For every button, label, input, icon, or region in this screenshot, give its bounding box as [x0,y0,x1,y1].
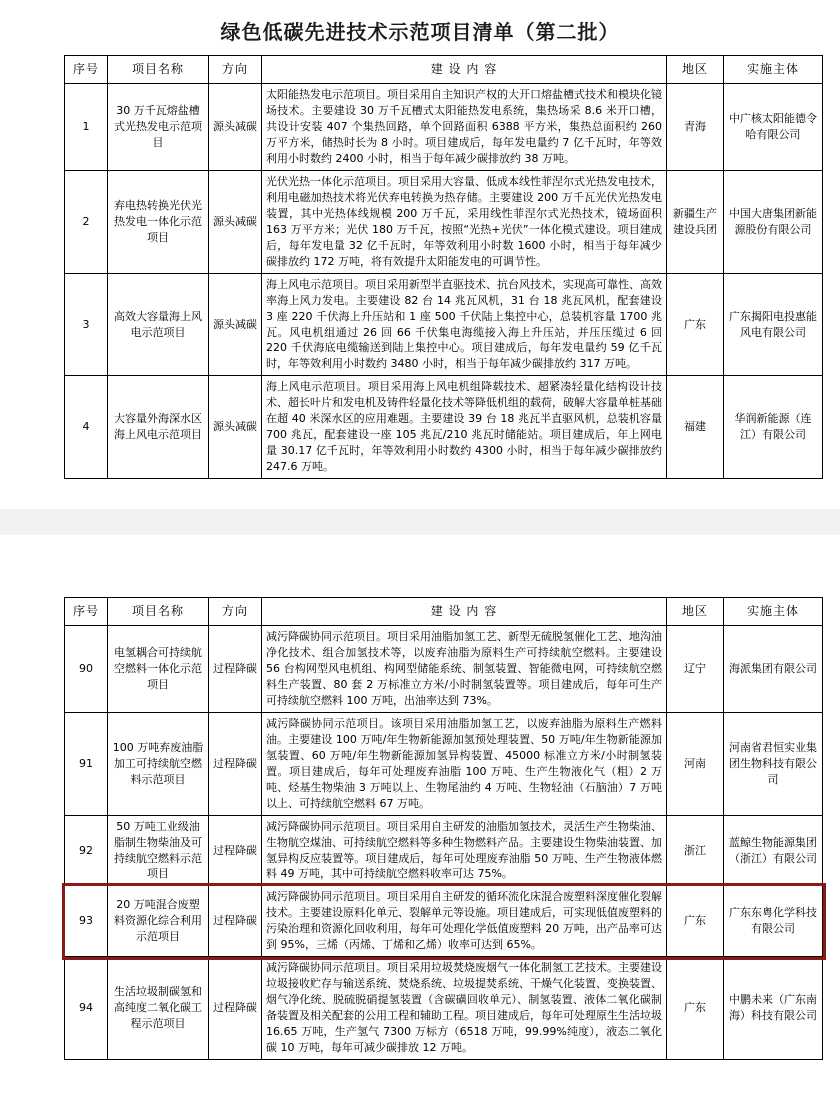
cell-name: 50 万吨工业级油脂制生物柴油及可持续航空燃料示范项目 [108,815,209,886]
project-list-table-part1-wrap [0,55,840,479]
table-header [65,597,823,625]
cell-direction: 过程降碳 [209,886,262,957]
header-name: 项目名称 [108,56,209,84]
cell-owner: 中国大唐集团新能源股份有限公司 [724,171,823,274]
cell-no: 3 [65,273,108,376]
table-row [65,713,823,816]
table-row-highlighted [65,886,823,957]
header-region: 地区 [667,597,724,625]
cell-content: 减污降碳协同示范项目。项目采用自主研发的油脂加氢技术，灵活生产生物柴油、生物航空煤油、可持续航空燃料等多种生物燃料产品。主要建设生物柴油装置、加氢异构反应装置等。项目建成后，每年可处理废弃油脂 50 万吨、生产生物液体燃料 49 万吨，其中可持续航空燃料收率可达 75%。 [262,815,667,886]
cell-region: 辽宁 [667,626,724,713]
cell-name: 大容量外海深水区海上风电示范项目 [108,376,209,479]
table-row [65,273,823,376]
table-body-part2 [65,626,823,1059]
cell-no: 93 [65,886,108,957]
cell-region: 福建 [667,376,724,479]
table-row [65,815,823,886]
cell-no: 4 [65,376,108,479]
header-region: 地区 [667,56,724,84]
project-list-table-part2-wrap [0,597,840,1060]
header-direction: 方向 [209,597,262,625]
cell-name: 弃电热转换光伏光热发电一体化示范项目 [108,171,209,274]
cell-content: 减污降碳协同示范项目。项目采用油脂加氢工艺、新型无硫脱氢催化工艺、地沟油净化技术、组合加氢技术等，以废弃油脂为原料生产可持续航空燃料。主要建设 56 台构网型风电机组、构网型储能系统、制氢装置、智能微电网，可持续航空燃料生产装置、80 套 2 万标准立方米/小时制氢装置等。项目建成后，每年可生产可持续航空燃料 100 万吨，出油率达到 73%。 [262,626,667,713]
table-row [65,626,823,713]
cell-direction: 过程降碳 [209,713,262,816]
cell-owner: 海派集团有限公司 [724,626,823,713]
cell-content: 光伏光热一体化示范项目。项目采用大容量、低成本线性菲涅尔式光热发电技术，利用电磁加热技术将光伏弃电转换为热存储。主要建设 200 万千瓦光伏光热发电装置，其中光热体线规模 200 万千瓦，采用线性菲涅尔式光热技术，镜场面积 163 万平方米；光伏 180 万千瓦，按照“光热+光伏”一体化模式建设。项目建成后，每年发电量 32 亿千瓦时，年等效利用小时数 1600 小时，相当于每年减少碳排放约 172 万吨，将有效提升太阳能发电的可调节性。 [262,171,667,274]
cell-region: 广东 [667,273,724,376]
project-list-table-part1 [64,55,823,479]
table-header-row [65,56,823,84]
page-break-band [0,509,840,535]
table-body-part1 [65,84,823,479]
header-name: 项目名称 [108,597,209,625]
header-content: 建 设 内 容 [262,597,667,625]
cell-region: 青海 [667,84,724,171]
cell-name: 100 万吨弃废油脂加工可持续航空燃料示范项目 [108,713,209,816]
bottom-padding [0,1060,840,1082]
cell-region: 广东 [667,957,724,1060]
cell-owner: 河南省君恒实业集团生物科技有限公司 [724,713,823,816]
cell-name: 生活垃圾制碳氢和高纯度二氧化碳工程示范项目 [108,957,209,1060]
cell-direction: 源头减碳 [209,376,262,479]
cell-content: 海上风电示范项目。项目采用海上风电机组降载技术、超紧凑轻量化结构设计技术、超长叶片和发电机及铸件轻量化技术等降低机组的载荷，破解大容量单桩基础在超 40 米深水区的应用难题。主要建设 39 台 18 兆瓦半直驱风机，总装机容量 700 兆瓦，配套建设一座 105 兆瓦/210 兆瓦时储能站。项目建成后，年上网电量 30.17 亿千瓦时，年等效利用小时数约 4300 小时，相当于每年减少碳排放约 247.6 万吨。 [262,376,667,479]
cell-name: 20 万吨混合废塑料资源化综合利用示范项目 [108,886,209,957]
header-content: 建 设 内 容 [262,56,667,84]
cell-owner: 广东东粤化学科技有限公司 [724,886,823,957]
cell-owner: 中广核太阳能德令哈有限公司 [724,84,823,171]
page-title: 绿色低碳先进技术示范项目清单（第二批） [220,20,620,44]
cell-content: 太阳能热发电示范项目。项目采用自主知识产权的大开口熔盐槽式技术和模块化镜场技术。主要建设 30 万千瓦槽式太阳能热发电系统，集热场采 8.6 米开口槽，共设计安装 407 个集热回路，单个回路面积 6388 平方米，集热总面积约 260 万平方米，储热时长为 8 小时。项目建成后，每年发电量约 7 亿千瓦时，年等效利用小时数约 2400 小时，相当于每年减少碳排放约 38 万吨。 [262,84,667,171]
cell-region: 广东 [667,886,724,957]
table-row [65,957,823,1060]
header-no: 序号 [65,597,108,625]
cell-no: 92 [65,815,108,886]
header-owner: 实施主体 [724,56,823,84]
page-break-spacer [0,535,840,597]
cell-name: 电氢耦合可持续航空燃料一体化示范项目 [108,626,209,713]
table-row [65,376,823,479]
cell-region: 新疆生产建设兵团 [667,171,724,274]
table-header-row [65,597,823,625]
table-row [65,171,823,274]
cell-direction: 过程降碳 [209,626,262,713]
table-row [65,84,823,171]
header-direction: 方向 [209,56,262,84]
cell-content: 减污降碳协同示范项目。该项目采用油脂加氢工艺，以废弃油脂为原料生产燃料油。主要建设 100 万吨/年生物新能源加氢预处理装置、50 万吨/年生物新能源加氢装置、60 万吨/年生物新能源加氢异构装置、45000 标准立方米/小时制氢装置。项目建成后，每年可处理废弃油脂 100 万吨、生产生物液化气（粗）2 万吨、烃基生物柴油 3 万吨以上、生物尾油约 4 万吨、生物轻油（石脑油）7 万吨以上、可持续航空燃料 67 万吨。 [262,713,667,816]
cell-direction: 源头减碳 [209,273,262,376]
cell-region: 河南 [667,713,724,816]
cell-owner: 华润新能源（连江）有限公司 [724,376,823,479]
cell-no: 2 [65,171,108,274]
cell-no: 94 [65,957,108,1060]
cell-no: 1 [65,84,108,171]
cell-no: 91 [65,713,108,816]
cell-owner: 广东揭阳电投惠能风电有限公司 [724,273,823,376]
header-no: 序号 [65,56,108,84]
cell-content: 海上风电示范项目。项目采用新型半直驱技术、抗台风技术，实现高可靠性、高效率海上风力发电。主要建设 82 台 14 兆瓦风机，31 台 18 兆瓦风机，配套建设 3 座 220 千伏海上升压站和 1 座 500 千伏陆上集控中心，总装机容量 1700 兆瓦。风电机组通过 26 回 66 千伏集电海缆接入海上升压站，并压压缆过 6 回 220 千伏海底电缆输送到陆上集控中心。项目建成后，每年发电量约 59 亿千瓦时，年等效利用小时数约 3480 小时，相当于每年减少碳排放约 317 万吨。 [262,273,667,376]
cell-direction: 源头减碳 [209,171,262,274]
cell-no: 90 [65,626,108,713]
cell-direction: 源头减碳 [209,84,262,171]
cell-name: 高效大容量海上风电示范项目 [108,273,209,376]
cell-owner: 中鹏未来（广东南海）科技有限公司 [724,957,823,1060]
cell-name: 30 万千瓦熔盐槽式光热发电示范项目 [108,84,209,171]
cell-content: 减污降碳协同示范项目。项目采用自主研发的循环流化床混合废塑料深度催化裂解技术。主要建设原料化单元、裂解单元等设施。项目建成后，可实现低值废塑料的污染治理和资源化回收利用，每年可处理化学低值废塑料 20 万吨，出产品率可达到 95%，三烯（丙烯、丁烯和乙烯）收率可达到 65%。 [262,886,667,957]
table-header [65,56,823,84]
project-list-table-part2 [64,597,823,1060]
cell-direction: 过程降碳 [209,957,262,1060]
header-owner: 实施主体 [724,597,823,625]
cell-direction: 过程降碳 [209,815,262,886]
cell-region: 浙江 [667,815,724,886]
cell-content: 减污降碳协同示范项目。项目采用垃圾焚烧废烟气一体化制氢工艺技术。主要建设垃圾接收贮存与输送系统、焚烧系统、垃圾提焚系统、干燥气化装置、变换装置、烟气净化统、脱硫脱硝提氢装置（含碳磺回收单元）、制氢装置、液体二氧化碳制备装置及相关配套的公用工程和辅助工程。项目建成后，每年可处理原生生活垃圾 16.65 万吨，生产氢气 7300 万标方（6518 万吨，99.99%纯度），液态二氧化碳 10 万吨，每年可减少碳排放 12 万吨。 [262,957,667,1060]
cell-owner: 蓝鲸生物能源集团（浙江）有限公司 [724,815,823,886]
